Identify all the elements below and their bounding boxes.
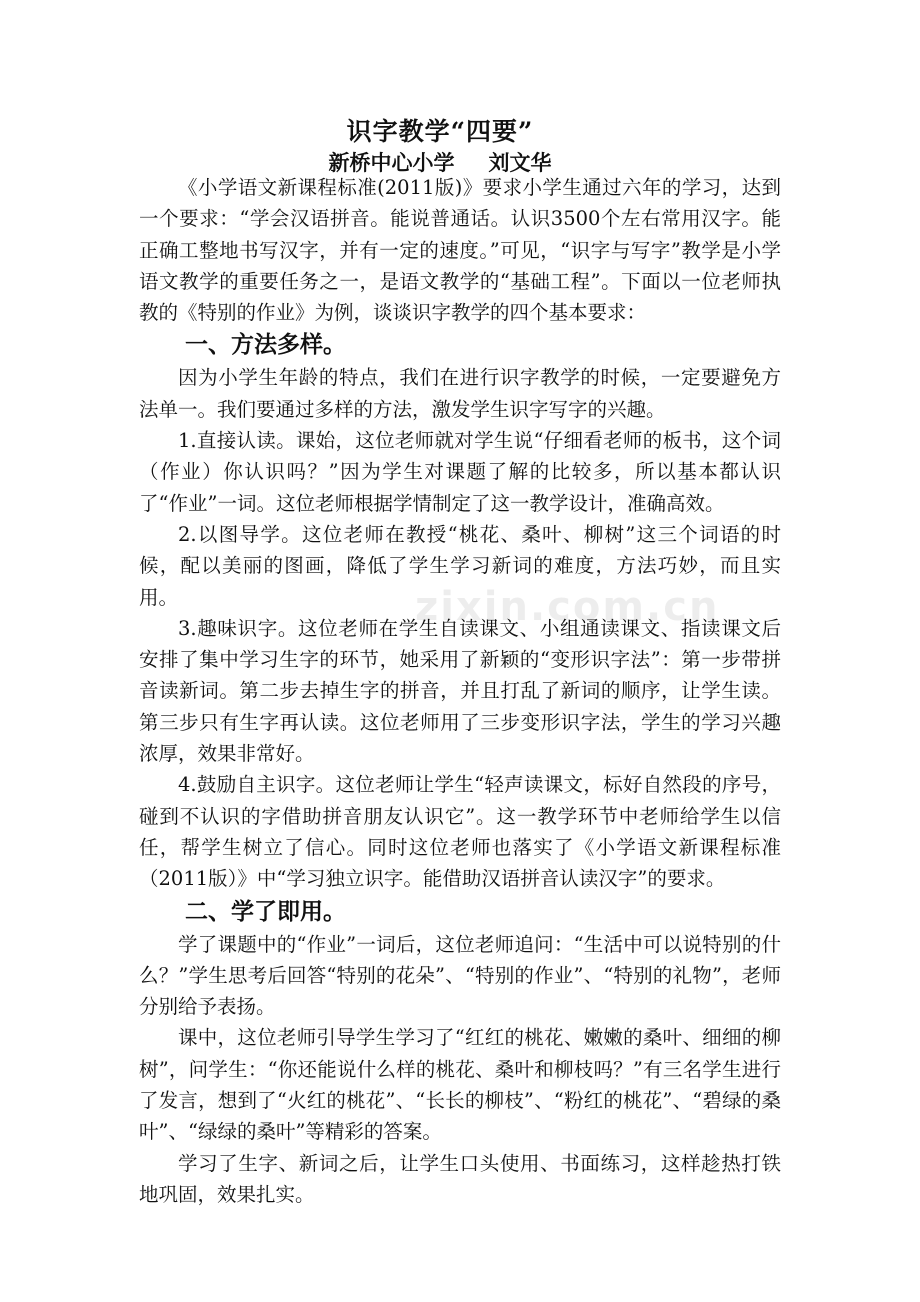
document-title: 识字教学“四要” xyxy=(346,117,534,146)
school-name: 新桥中心小学 xyxy=(328,150,455,175)
author-name: 刘文华 xyxy=(488,150,552,175)
watermark: zixin.com.cn xyxy=(415,584,720,630)
paragraph: 学了课题中的“作业”一词后，这位老师追问：“生活中可以说特别的什么？”学生思考后回答“特别的花朵”、“特别的作业”、“特别的礼物”，老师分别给予表扬。 xyxy=(139,932,781,1019)
intro-paragraph: 《小学语文新课程标准(2011版)》要求小学生通过六年的学习，达到一个要求：“学会汉语拼音。能说普通话。认识3500个左右常用汉字。能正确工整地书写汉字，并有一定的速度。”可见，“识字与写字”教学是小学语文教学的重要任务之一，是语文教学的“基础工程”。下面以一位老师执教的《特别的作业》为例，谈谈识字教学的四个基本要求： xyxy=(139,176,781,325)
paragraph: 学习了生字、新词之后，让学生口头使用、书面练习，这样趁热打铁地巩固，效果扎实。 xyxy=(139,1151,781,1206)
paragraph: 2.以图导学。这位老师在教授“桃花、桑叶、柳树”这三个词语的时候，配以美丽的图画，降低了学生学习新词的难度，方法巧妙，而且实用。 xyxy=(139,522,781,609)
paragraph: 因为小学生年龄的特点，我们在进行识字教学的时候，一定要避免方法单一。我们要通过多样的方法，激发学生识字写字的兴趣。 xyxy=(139,366,781,421)
paragraph: 1.直接认读。课始，这位老师就对学生说“仔细看老师的板书，这个词（作业）你认识吗？”因为学生对课题了解的比较多，所以基本都认识了“作业”一词。这位老师根据学情制定了这一教学设计，准确高效。 xyxy=(139,429,781,515)
section-heading-methods: 一、方法多样。 xyxy=(185,331,346,359)
section-heading-apply: 二、学了即用。 xyxy=(185,897,346,925)
paragraph: 4.鼓励自主识字。这位老师让学生“轻声读课文，标好自然段的序号，碰到不认识的字借助拼音朋友认识它”。这一教学环节中老师给学生以信任，帮学生树立了信心。同时这位老师也落实了《小学语文新课程标准（2011版）》中“学习独立识字。能借助汉语拼音认读汉字”的要求。 xyxy=(139,773,781,891)
document-body xyxy=(139,172,781,1210)
paragraph: 课中，这位老师引导学生学习了“红红的桃花、嫩嫩的桑叶、细细的柳树”，问学生：“你还能说什么样的桃花、桑叶和柳枝吗？”有三名学生进行了发言，想到了“火红的桃花”、“长长的柳枝”、“粉红的桃花”、“碧绿的桑叶”、“绿绿的桑叶”等精彩的答案。 xyxy=(139,1026,781,1144)
paragraph: 3.趣味识字。这位老师在学生自读课文、小组通读课文、指读课文后安排了集中学习生字的环节，她采用了新颖的“变形识字法”：第一步带拼音读新词。第二步去掉生字的拼音，并且打乱了新词的顺序，让学生读。第三步只有生字再认读。这位老师用了三步变形识字法，学生的学习兴趣浓厚，效果非常好。 xyxy=(139,616,781,766)
